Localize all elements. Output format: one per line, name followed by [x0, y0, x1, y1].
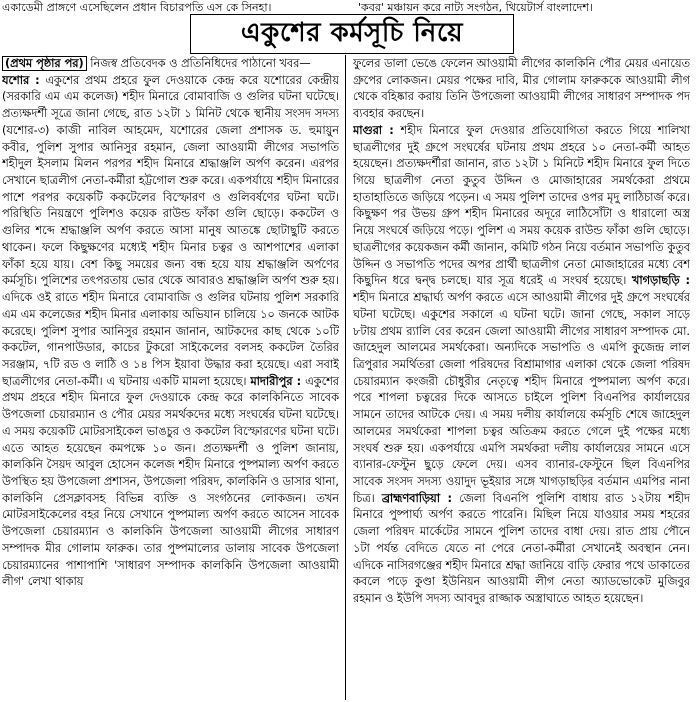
khagrachhari-dateline: খাগড়াছড়ি : — [631, 274, 690, 288]
intro-paragraph — [2, 56, 339, 73]
khagrachhari-text: শহীদ মিনারে শ্রদ্ধার্ঘ্য অর্পণ করতে এসে আওয়ামী লীগের দুই গ্রুপে সংঘর্ষের ঘটনা ঘটেছে। একুশের সকালে এ ঘটনা ঘটে। জানা গেছে, সকাল সাড়ে ৮টায় প্রথম র‌্যালি বের করেন জেলা আওয়ামী লীগের সাধারণ সম্পাদক মো. জাহেদুল আলমের সমর্থকেরা। অন্যদিকে সভাপতি ও এমপি কুজেন্দ্র লাল ত্রিপুরার সমর্থিতরা জেলা পরিষদের বিশ্রামাগার এলাকা থেকে জেলা পরিষদ চেয়ারম্যান কংজরী চৌধুরীর নেতৃত্বে শহীদ মিনারে পুষ্পমাল্য অর্পণ করে। পরে শাপলা চত্বরের দিকে আসতে চাইলে পুলিশ বিএনপির কার্যালয়ের সামনে তাদের আটকে দেয়। এ সময় দলীয় কার্যালয়ে কর্মসূচি শেষে জাহেদুল আলমের সমর্থকেরা শাপলা চত্বর অতিক্রম করতে গেলে দুই পক্ষের মধ্যে সংঘর্ষ শুরু হয়। একপর্যায়ে এমপি সমর্থকরা দলীয় কার্যালয়ের সামনে এসে ব্যানার-ফেস্টুন ছুড়ে ফেলে দেয়। এসব ব্যানার-ফেস্টুনে ছিল বিএনপির সাবেক সংসদ সদস্য ওয়াদুদ ভূইয়ার সঙ্গে খাগড়াছড়ির বর্তমান এমপির নানা চিত্র। — [353, 291, 690, 505]
right-column — [353, 40, 690, 700]
left-column — [2, 40, 339, 700]
jessore-paragraph — [2, 73, 339, 591]
jessore-text: একুশের প্রথম প্রহরে ফুল দেওয়াকে কেন্দ্র করে যশোরের কেন্দ্রীয় (সরকারি এম এম কলেজ) শহীদ মিনারে বোমাবাজি ও গুলির ঘটনা ঘটেছে। প্রত্যক্ষদর্শী সূত্রে জানা গেছে, রাত ১২টা ১ মিনিট থেকে স্থানীয় সংসদ সদস্য (যশোর-৩) কাজী নাবিল আহমেদ, যশোরের জেলা প্রশাসক ড. হুমায়ুন কবীর, পুলিশ সুপার আনিসুর রহমান, জেলা আওয়ামী লীগের সভাপতি শহীদুল ইসলাম মিলন পরপর শহীদ মিনারে শ্রদ্ধাঞ্জলি অর্পণ করেন। এরপর সেখানে ছাত্রলীগ নেতা-কর্মীরা হট্টগোল শুরু করে। একপর্যায়ে শহীদ মিনারের পাশে পরপর কয়েকটি ককটেলের বিস্ফোরণ ও গুলিবর্ষণের ঘটনা ঘটে। পরিস্থিতি নিয়ন্ত্রণে পুলিশও কয়েক রাউন্ড ফাঁকা গুলি ছোড়ে। ককটেল ও গুলির শব্দে শ্রদ্ধাঞ্জলি অর্পণ করতে আসা মানুষ আতঙ্কে ছোটাছুটি করতে থাকেন। ফলে কিছুক্ষণের মধ্যেই শহীদ মিনার চত্বর ও আশপাশের এলাকা ফাঁকা হয়ে যায়। বেশ কিছু সময়ের জন্য বন্ধ হয়ে যায় শ্রদ্ধাঞ্জলি অর্পণের কর্মসূচি। পুলিশের তৎপরতায় ভোর থেকে আবারও শ্রদ্ধাঞ্জলি অর্পণ শুরু হয়। এদিকে ওই রাতে শহীদ মিনারে বোমাবাজি ও গুলির ঘটনায় পুলিশ সরকারি এম এম কলেজের শহীদ মিনার এলাকায় অভিযান চালিয়ে ১০ জনকে আটক করেছে। পুলিশ সুপার আনিসুর রহমান জানান, আটকদের কাছ থেকে ১০টি ককটেল, গানপাউডার, কাচের টুকরো সাইকেলের বলসহ ককটেল তৈরির সরঞ্জাম, ৭টি রড ও লাঠি ও ১৪ পিস ইয়াবা উদ্ধার করা হয়েছে। এরা সবাই ছাত্রলীগের নেতা-কর্মী। এ ঘটনায় একটি মামলা হয়েছে। — [2, 73, 339, 388]
top-left-text: একাডেমী প্রাঙ্গণে এসেছিলেন প্রধান বিচারপতি এস কে সিনহা। — [2, 1, 272, 14]
magura-paragraph — [353, 123, 690, 608]
headline: একুশের কর্মসূচি নিয়ে — [240, 18, 464, 48]
intro-text: নিজস্ব প্রতিবেদক ও প্রতিনিধিদের পাঠানো খবর— — [86, 57, 311, 70]
madaripur-text: একুশের প্রথম প্রহরে শহীদ মিনারে ফুল দেওয়াকে কেন্দ্র করে কালকিনিতে সাবেক উপজেলা চেয়ারম্যান ও পৌর মেয়র সমর্থকদের মধ্যে সংঘর্ষের ঘটনা ঘটেছে। এ সময় কয়েকটি মোটরসাইকেল ভাঙচুর ও ককটেল বিস্ফোরণের ঘটনা ঘটে। এতে আহত হয়েছেন কমপক্ষে ১০ জন। প্রত্যক্ষদর্শী ও পুলিশ জানায়, কালকিনি সৈয়দ আবুল হোসেন কলেজ শহীদ মিনারে পুষ্পমাল্য অর্পণ করতে উপস্থিত হয় উপজেলা প্রশাসন, উপজেলা পরিষদ, কালকিনি ও ডাসার থানা, কালকিনি প্রেসক্লাবসহ বিভিন্ন ব্যক্তি ও সংগঠনের লোকজন। তখন মোটরসাইকেলের বহর নিয়ে সেখানে পুষ্পমাল্য অর্পণ করতে আসেন সাবেক উপজেলা চেয়ারম্যান ও কালকিনি উপজেলা আওয়ামী লীগের সাধারণ সম্পাদক মীর গোলাম ফারুক। তার পুষ্পমাল্যের ডালায় সাবেক উপজেলা চেয়ারম্যানের পাশাপাশি 'সাধারণ সম্পাদক কালকিনি উপজেলা আওয়ামী লীগ' লেখা থাকায় — [2, 374, 339, 589]
madaripur-continued: ফুলের ডালা ভেঙে ফেলেন আওয়ামী লীগের কালকিনি পৌর মেয়র এনায়েত গ্রুপের লোকজন। মেয়র পক্ষের দাবি, মীর গোলাম ফারুককে আওয়ামী লীগ থেকে বহিষ্কার করায় তিনি উপজেলা আওয়ামী লীগের সাধারণ সম্পাদক পদ ব্যবহার করছেন। — [353, 57, 690, 121]
continuation-label: (প্রথম পৃষ্ঠার পর) — [2, 56, 87, 71]
magura-text: শহীদ মিনারে ফুল দেওয়ার প্রতিযোগিতা করতে গিয়ে শালিখা ছাত্রলীগের দুই গ্রুপে সংঘর্ষের ঘটনায় প্রথম প্রহরে ১০ নেতা-কর্মী আহত হয়েছেন। প্রত্যক্ষদর্শীরা জানান, রাত ১২টা ১ মিনিটে শহীদ মিনারে ফুল দিতে গিয়ে ছাত্রলীগ নেতা কুতুব উদ্দিন ও মোজাহারের সমর্থকেরা প্রথমে হাতাহাতিতে জড়িয়ে পড়েন। এ সময় পুলিশ তাদের ওপর মৃদু লাঠিচার্জ করে। কিছুক্ষণ পর উভয় গ্রুপ শহীদ মিনারের অদূরে লাঠিসোঁটা ও ধারালো অস্ত্র নিয়ে সংঘর্ষে জড়িয়ে পড়ে। পুলিশ এ সময় কয়েক রাউন্ড ফাঁকা গুলি ছোড়ে। ছাত্রলীগের কয়েকজন কর্মী জানান, কমিটি গঠন নিয়ে বর্তমান সভাপতি কুতুব উদ্দিন ও সভাপতি পদের অপর প্রার্থী ছাত্রলীগ নেতা মোজাহারের মধ্যে বেশ কিছুদিন ধরে দ্বন্দ্ব চলছে। যার সূত্র ধরেই এ সংঘর্ষ হয়েছে। — [353, 123, 690, 288]
brahmanbaria-dateline: ব্রাহ্মণবাড়িয়া : — [381, 491, 453, 505]
column-divider — [345, 55, 346, 700]
madaripur-dateline: মাদারীপুর : — [250, 374, 302, 388]
top-right-text: 'কবর' মঞ্চায়ন করে নাট্য সংগঠন, থিয়েটার্স বাংলাদেশ। — [358, 1, 593, 14]
brahmanbaria-text: জেলা বিএনপি পুলিশি বাধায় রাত ১২টায় শহীদ মিনারে পুষ্পার্ঘ্য অর্পণ করতে পারেনি। মিছিল নিয়ে যাওয়ার সময় শহরের জেলা পরিষদ মার্কেটের সামনে পুলিশ তাদের বাধা দেয়। রাত প্রায় পৌনে ১টা পর্যন্ত বেদিতে যেতে না পেরে নেতা-কর্মীরা সেখানেই অবস্থান নেন। এদিকে নাসিরগঞ্জের শহীদ মিনারে শ্রদ্ধা জানিয়ে বাড়ি ফেরার পথে ডাকাতের কবলে পড়ে কুণ্ডা ইউনিয়ন আওয়ামী লীগ নেতা অ্যাডভোকেট মুজিবুর রহমান ও ইউপি সদস্য আবদুর রাজ্জাক অস্ত্রাঘাতে আহত হয়েছেন। — [353, 491, 690, 605]
jessore-dateline: যশোর : — [2, 73, 40, 87]
magura-dateline: মাগুরা : — [353, 123, 394, 137]
